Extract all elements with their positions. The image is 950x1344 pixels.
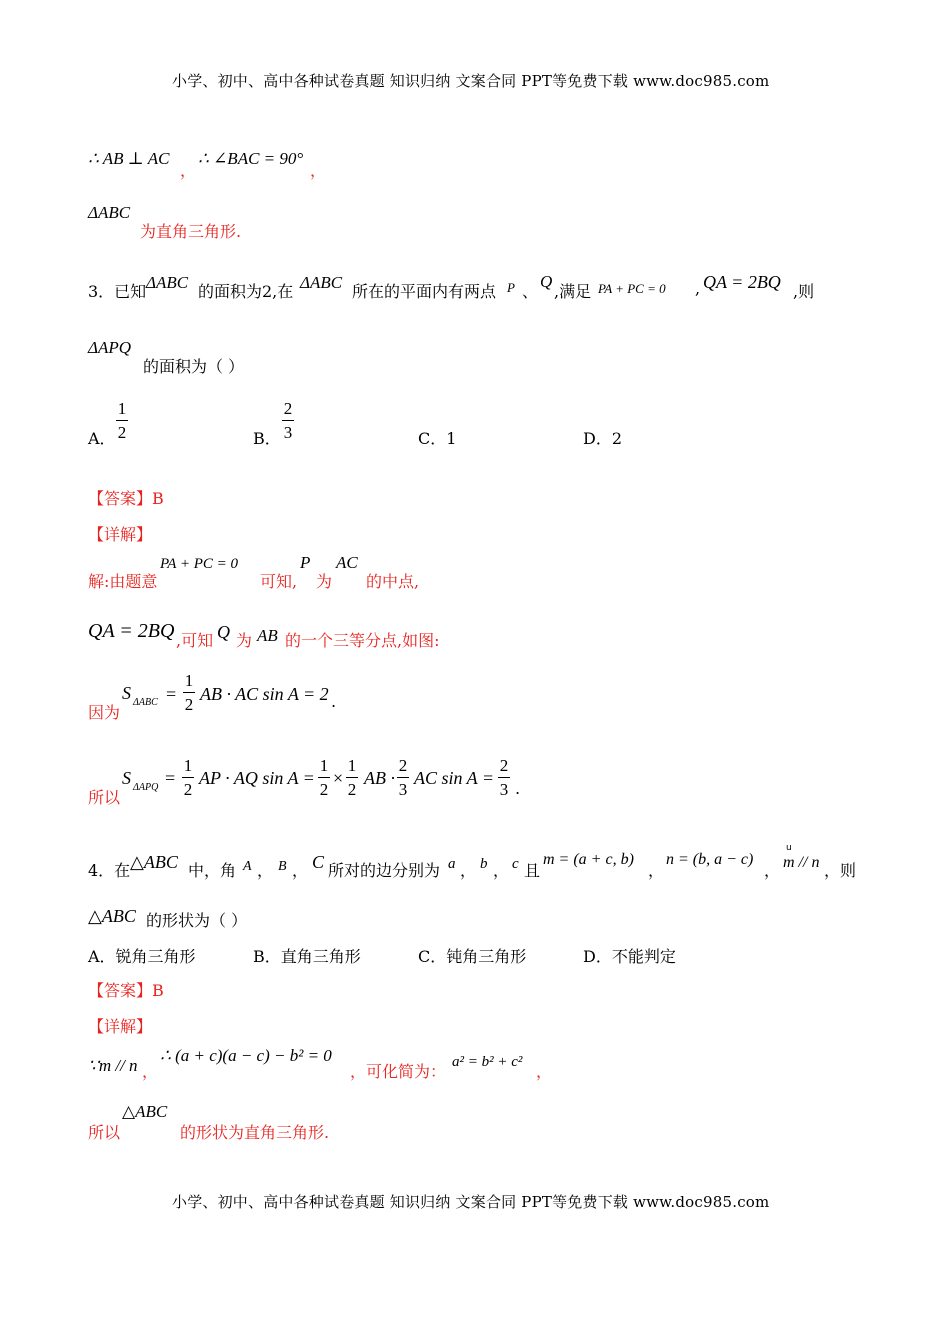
math-ab-perp-ac: ∴ AB ⊥ AC xyxy=(88,149,170,168)
option-a-fraction xyxy=(116,400,128,441)
q3-math: PA + PC = 0 xyxy=(598,281,666,296)
fraction-num: 1 xyxy=(184,671,194,690)
q4-math: b xyxy=(480,856,488,872)
sol-text: ,可知 xyxy=(176,631,214,650)
vector-arrow-marks: u xyxy=(786,843,792,853)
answer-label: 【答案】B xyxy=(88,981,164,1000)
fraction-num: 1 xyxy=(183,756,193,775)
option-b-fraction xyxy=(282,400,294,441)
q4-text: 的形状为（ ） xyxy=(146,911,248,930)
sol-text: 的中点, xyxy=(366,572,420,591)
option-d: D．2 xyxy=(583,429,623,448)
sol-math: Q xyxy=(217,622,230,642)
option-d: D．不能判定 xyxy=(583,947,676,966)
option-a-label: A． xyxy=(88,429,116,448)
q4-math: C xyxy=(312,852,325,872)
sol-math: AB xyxy=(257,626,278,645)
fraction-num: 2 xyxy=(398,756,408,775)
sol-math: QA = 2BQ xyxy=(88,620,175,642)
sol-math-s: S xyxy=(122,683,131,703)
sol-math: P xyxy=(300,553,311,572)
sol-fraction xyxy=(183,672,195,713)
fraction-den: 3 xyxy=(283,423,293,442)
sol-text: 因为 xyxy=(88,703,121,722)
sol-math-sub: ΔAPQ xyxy=(133,782,159,793)
q4-text: ， xyxy=(460,861,477,880)
q4-text: ， xyxy=(764,861,781,880)
sol-text: 的一个三等分点,如图: xyxy=(285,631,440,650)
option-c: C．1 xyxy=(418,429,457,448)
page-header: 小学、初中、高中各种试卷真题 知识归纳 文案合同 PPT等免费下载 www.doc985.com xyxy=(172,72,770,90)
fraction-den: 3 xyxy=(398,780,408,799)
sol-text: ， xyxy=(142,1062,159,1081)
q3-text: 的面积为（ ） xyxy=(143,357,245,376)
q4-text: 中，角 xyxy=(188,861,237,880)
fraction-den: 3 xyxy=(499,780,509,799)
sol-fraction xyxy=(318,757,330,798)
fraction-den: 2 xyxy=(184,695,194,714)
fraction-num: 1 xyxy=(347,756,357,775)
sol-math: ∴ (a + c)(a − c) − b² = 0 xyxy=(160,1046,332,1065)
detail-label: 【详解】 xyxy=(88,1017,153,1036)
q4-text: 所对的边分别为 xyxy=(328,861,441,880)
sol-math-eq: = xyxy=(166,684,177,704)
answer-label: 【答案】B xyxy=(88,489,164,508)
math-angle-bac: ∴ ∠BAC = 90° xyxy=(198,149,304,168)
q3-text: 的面积为2,在 xyxy=(198,282,294,301)
math-triangle-abc: ΔABC xyxy=(88,203,131,222)
sol-fraction xyxy=(346,757,358,798)
sol-math: AC sin A = xyxy=(414,768,494,788)
q3-math: ΔABC xyxy=(146,273,189,292)
sol-math: AP · AQ sin A = xyxy=(199,768,315,788)
q4-text: ，则 xyxy=(824,861,857,880)
q4-math: B xyxy=(278,859,287,874)
conclusion-text: 为直角三角形. xyxy=(140,222,242,241)
sol-math: ∵m // n xyxy=(88,1056,138,1075)
sol-math: AB · xyxy=(364,768,395,788)
q3-math: ΔABC xyxy=(300,273,343,292)
sol-text: 可知, xyxy=(260,572,298,591)
q3-math: Q xyxy=(540,272,553,291)
q3-text: 、 xyxy=(522,282,539,301)
q3-math: QA = 2BQ xyxy=(703,272,781,292)
q3-number: 3．已知 xyxy=(88,282,147,301)
fraction-den: 2 xyxy=(347,780,357,799)
fraction-den: 2 xyxy=(117,423,127,442)
option-b: B．直角三角形 xyxy=(253,947,361,966)
q4-text: ， xyxy=(493,861,510,880)
q4-math: △ABC xyxy=(130,852,178,872)
q4-math: A xyxy=(243,859,252,874)
sol-fraction xyxy=(498,757,510,798)
page-footer: 小学、初中、高中各种试卷真题 知识归纳 文案合同 PPT等免费下载 www.doc985.com xyxy=(172,1193,770,1211)
q4-vector-n: n = (b, a − c) xyxy=(666,851,754,868)
sol-math: △ABC xyxy=(122,1102,168,1121)
option-b-label: B． xyxy=(253,429,281,448)
sol-fraction xyxy=(397,757,409,798)
q4-text: ， xyxy=(257,861,274,880)
comma: ， xyxy=(310,161,327,180)
fraction-num: 1 xyxy=(117,399,127,418)
q4-text: ， xyxy=(292,861,309,880)
q4-math: △ABC xyxy=(88,906,136,926)
sol-text: 的形状为直角三角形. xyxy=(180,1123,330,1142)
q3-text: , xyxy=(695,279,701,298)
q4-parallel: m // n xyxy=(783,854,820,871)
sol-math: a² = b² + c² xyxy=(452,1054,523,1070)
option-a: A．锐角三角形 xyxy=(88,947,196,966)
sol-text: 所以 xyxy=(88,788,121,807)
q4-math: c xyxy=(512,856,519,872)
sol-math: PA + PC = 0 xyxy=(160,556,239,572)
sol-math-s: S xyxy=(122,768,131,788)
sol-text: ， xyxy=(536,1062,553,1081)
q3-text: ,满足 xyxy=(554,282,592,301)
sol-text: 为 xyxy=(236,631,253,650)
fraction-num: 2 xyxy=(283,399,293,418)
fraction-den: 2 xyxy=(183,780,193,799)
q3-math: P xyxy=(507,280,515,295)
detail-label: 【详解】 xyxy=(88,525,153,544)
sol-math-times: × xyxy=(333,768,344,788)
sol-text: ，可化简为： xyxy=(350,1062,447,1081)
sol-math-sub: ΔABC xyxy=(133,697,158,708)
sol-math: AC xyxy=(336,553,358,572)
comma: ， xyxy=(180,161,197,180)
sol-period: . xyxy=(515,779,521,798)
q4-math: a xyxy=(448,856,456,872)
q4-number: 4．在 xyxy=(88,861,131,880)
q3-text: ,则 xyxy=(793,282,815,301)
q4-text: 且 xyxy=(524,861,541,880)
sol-math: AB · AC sin A = 2 xyxy=(200,684,329,704)
fraction-num: 1 xyxy=(319,756,329,775)
sol-text: 为 xyxy=(316,572,333,591)
fraction-num: 2 xyxy=(499,756,509,775)
sol-text: 解:由题意 xyxy=(88,572,158,591)
sol-text: 所以 xyxy=(88,1123,121,1142)
fraction-den: 2 xyxy=(319,780,329,799)
q4-text: ， xyxy=(648,861,665,880)
sol-period: . xyxy=(331,692,337,711)
option-c: C．钝角三角形 xyxy=(418,947,527,966)
q3-math: ΔAPQ xyxy=(88,338,132,357)
sol-math-eq: = xyxy=(165,768,176,788)
q4-vector-m: m = (a + c, b) xyxy=(543,851,634,868)
sol-fraction xyxy=(182,757,194,798)
q3-text: 所在的平面内有两点 xyxy=(352,282,497,301)
